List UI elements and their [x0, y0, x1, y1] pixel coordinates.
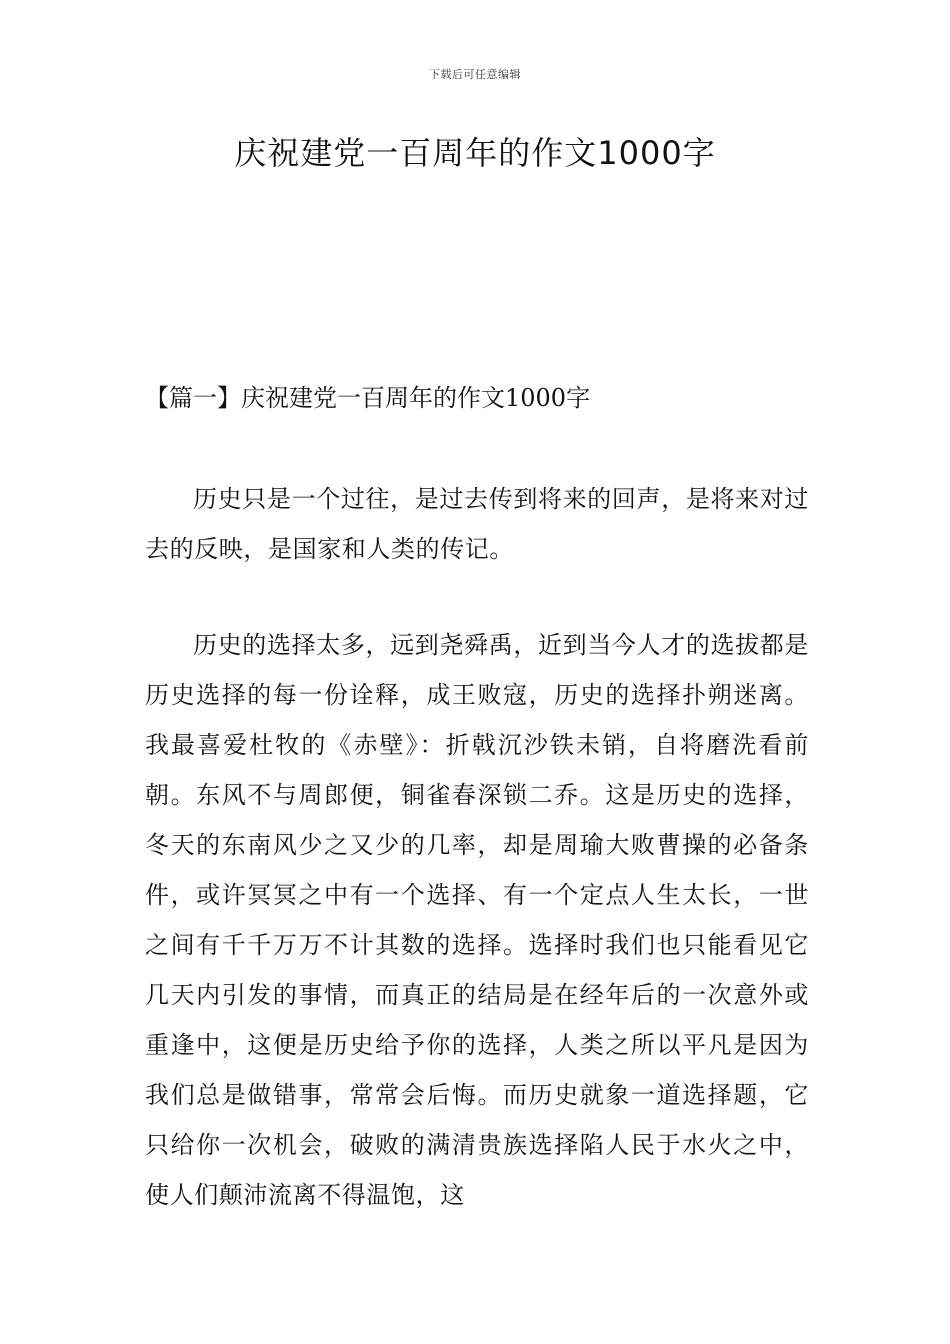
- paragraph-1: 历史只是一个过往，是过去传到将来的回声，是将来对过去的反映，是国家和人类的传记。: [145, 485, 809, 563]
- header-note: 下载后可任意编辑: [429, 68, 521, 81]
- document-title: 庆祝建党一百周年的作文1000字: [234, 134, 716, 172]
- section-heading: 【篇一】庆祝建党一百周年的作文1000字: [145, 384, 591, 412]
- paragraph-2: 历史的选择太多，远到尧舜禹，近到当今人才的选拔都是历史选择的每一份诠释，成王败寇，历史的选择扑朔迷离。我最喜爱杜牧的《赤壁》：折戟沉沙铁未销，自将磨洗看前朝。东风不与周郎便，铜雀春深锁二乔。这是历史的选择，冬天的东南风少之又少的几率，却是周瑜大败曹操的必备条件，或许冥冥之中有一个选择、有一个定点人生太长，一世之间有千千万万不计其数的选择。选择时我们也只能看见它几天内引发的事情，而真正的结局是在经年后的一次意外或重逢中，这便是历史给予你的选择，人类之所以平凡是因为我们总是做错事，常常会后悔。而历史就象一道选择题，它只给你一次机会，破败的满清贵族选择陷人民于水火之中，使人们颠沛流离不得温饱，这: [145, 631, 809, 1209]
